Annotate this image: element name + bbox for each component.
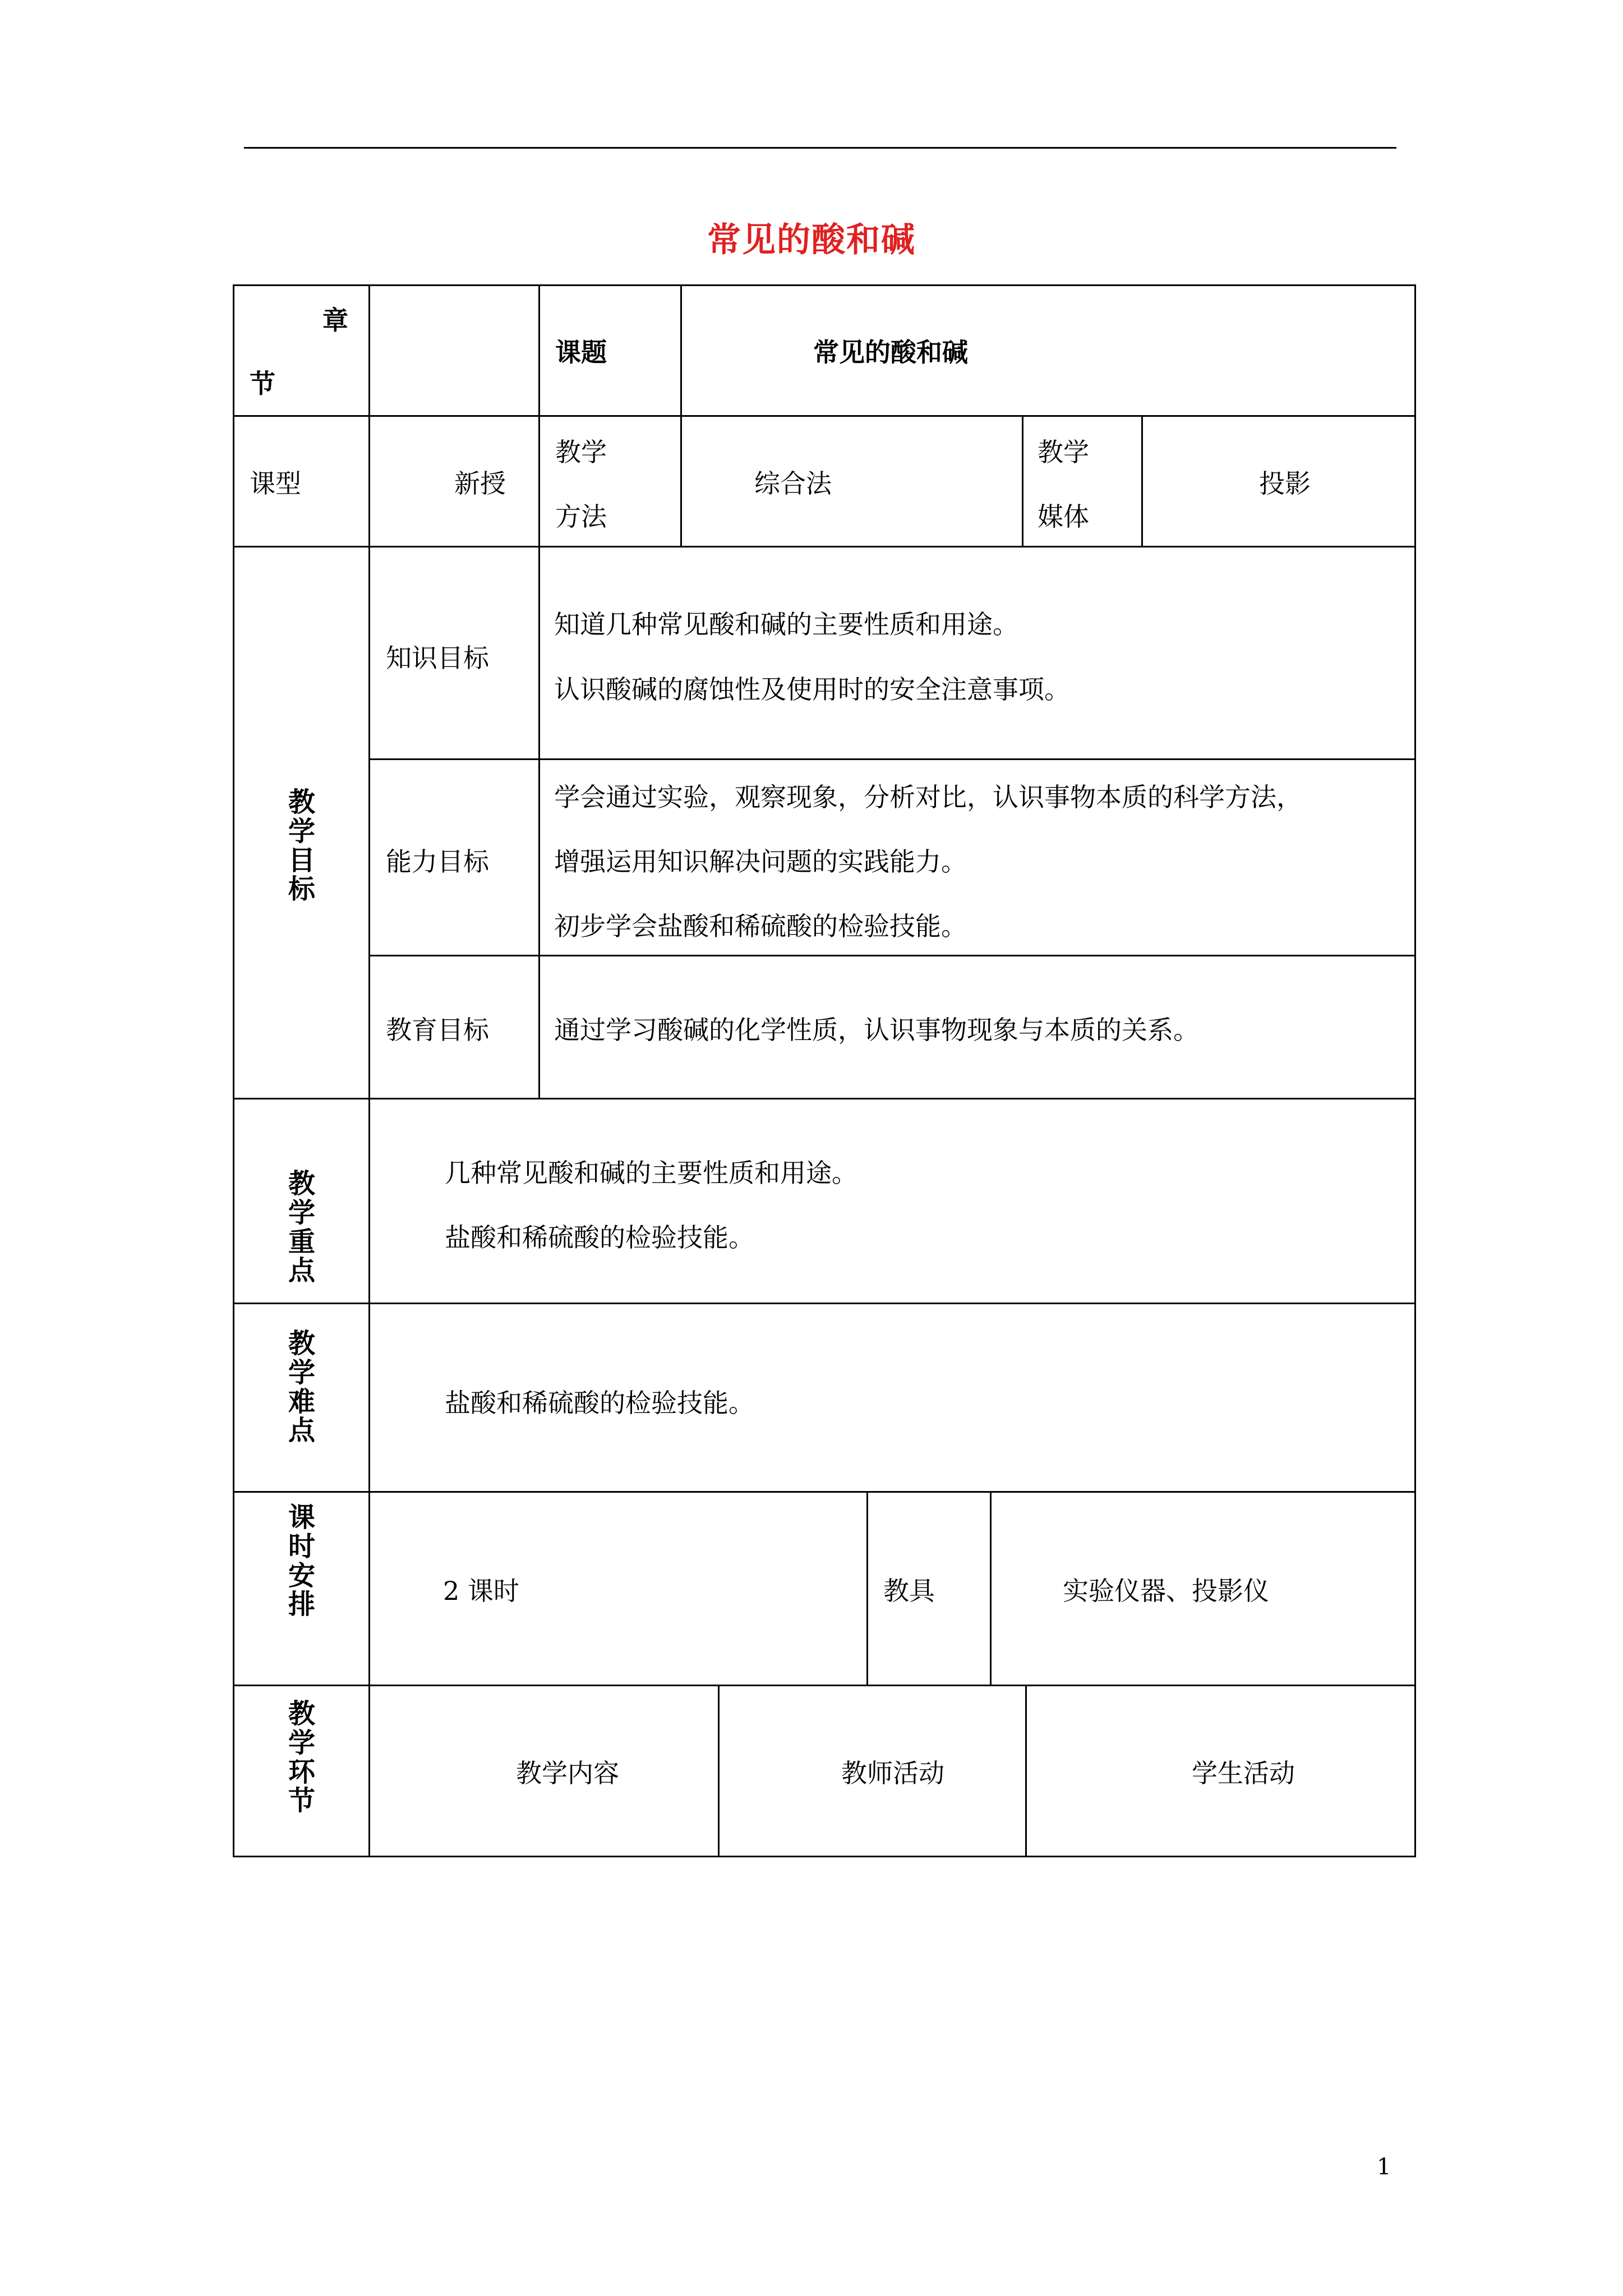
steps-col-teacher: 教师活动 xyxy=(841,1758,944,1788)
tools-label: 教具 xyxy=(883,1576,935,1606)
table-rule xyxy=(233,1303,1416,1304)
schedule-label: 课时安排 xyxy=(288,1502,315,1621)
table-rule xyxy=(718,1685,720,1856)
focus-line: 盐酸和稀硫酸的检验技能。 xyxy=(445,1222,754,1253)
schedule-value: 2 课时 xyxy=(443,1576,519,1606)
table-rule xyxy=(538,546,540,1098)
difficulty-line: 盐酸和稀硫酸的检验技能。 xyxy=(445,1388,754,1418)
goals-section-label: 教学目标 xyxy=(288,786,315,905)
method-value: 综合法 xyxy=(754,468,832,499)
chapter-label: 章 xyxy=(322,305,348,335)
method-label: 方法 xyxy=(555,501,607,532)
steps-col-student: 学生活动 xyxy=(1192,1758,1295,1788)
topic-label: 课题 xyxy=(555,337,607,367)
focus-line: 几种常见酸和碱的主要性质和用途。 xyxy=(445,1158,857,1188)
table-rule xyxy=(990,1491,992,1685)
knowledge-line: 知道几种常见酸和碱的主要性质和用途。 xyxy=(554,609,1018,639)
table-border-left xyxy=(233,284,234,1857)
table-rule xyxy=(233,1098,1416,1099)
type-value: 新授 xyxy=(454,468,506,499)
table-rule xyxy=(233,546,1416,547)
topic-value: 常见的酸和碱 xyxy=(813,337,968,367)
education-label: 教育目标 xyxy=(386,1015,489,1045)
page-title: 常见的酸和碱 xyxy=(707,220,916,260)
steps-col-content: 教学内容 xyxy=(516,1758,619,1788)
knowledge-line: 认识酸碱的腐蚀性及使用时的安全注意事项。 xyxy=(554,674,1070,705)
table-rule xyxy=(233,1685,1416,1686)
ability-line: 学会通过实验，观察现象，分析对比，认识事物本质的科学方法， xyxy=(554,782,1302,812)
table-rule xyxy=(233,415,1416,417)
page-number: 1 xyxy=(1377,2154,1391,2180)
tools-value: 实验仪器、投影仪 xyxy=(1063,1576,1269,1606)
table-rule xyxy=(368,546,370,1856)
header-rule xyxy=(244,147,1396,149)
table-rule xyxy=(1141,415,1143,546)
method-label: 教学 xyxy=(555,437,607,467)
difficulty-label: 教学难点 xyxy=(288,1328,315,1447)
ability-line: 初步学会盐酸和稀硫酸的检验技能。 xyxy=(554,911,967,941)
ability-label: 能力目标 xyxy=(386,846,489,877)
table-rule xyxy=(1022,415,1023,546)
ability-line: 增强运用知识解决问题的实践能力。 xyxy=(554,846,967,877)
table-rule xyxy=(1025,1685,1027,1856)
table-border-top xyxy=(233,284,1416,286)
knowledge-label: 知识目标 xyxy=(386,643,489,673)
type-label: 课型 xyxy=(250,468,301,499)
media-label: 媒体 xyxy=(1038,501,1089,532)
table-rule xyxy=(368,284,370,546)
media-label: 教学 xyxy=(1038,437,1089,467)
steps-label: 教学环节 xyxy=(288,1698,315,1817)
focus-label: 教学重点 xyxy=(288,1168,315,1287)
table-rule xyxy=(368,955,1416,956)
chapter-label: 节 xyxy=(250,369,275,399)
table-rule xyxy=(866,1491,868,1685)
table-border-bottom xyxy=(233,1856,1416,1857)
education-line: 通过学习酸碱的化学性质，认识事物现象与本质的关系。 xyxy=(554,1015,1199,1045)
table-rule xyxy=(368,758,1416,760)
table-rule xyxy=(680,284,682,546)
media-value: 投影 xyxy=(1259,468,1311,499)
table-rule xyxy=(233,1491,1416,1493)
table-rule xyxy=(538,284,540,546)
table-border-right xyxy=(1414,284,1416,1857)
